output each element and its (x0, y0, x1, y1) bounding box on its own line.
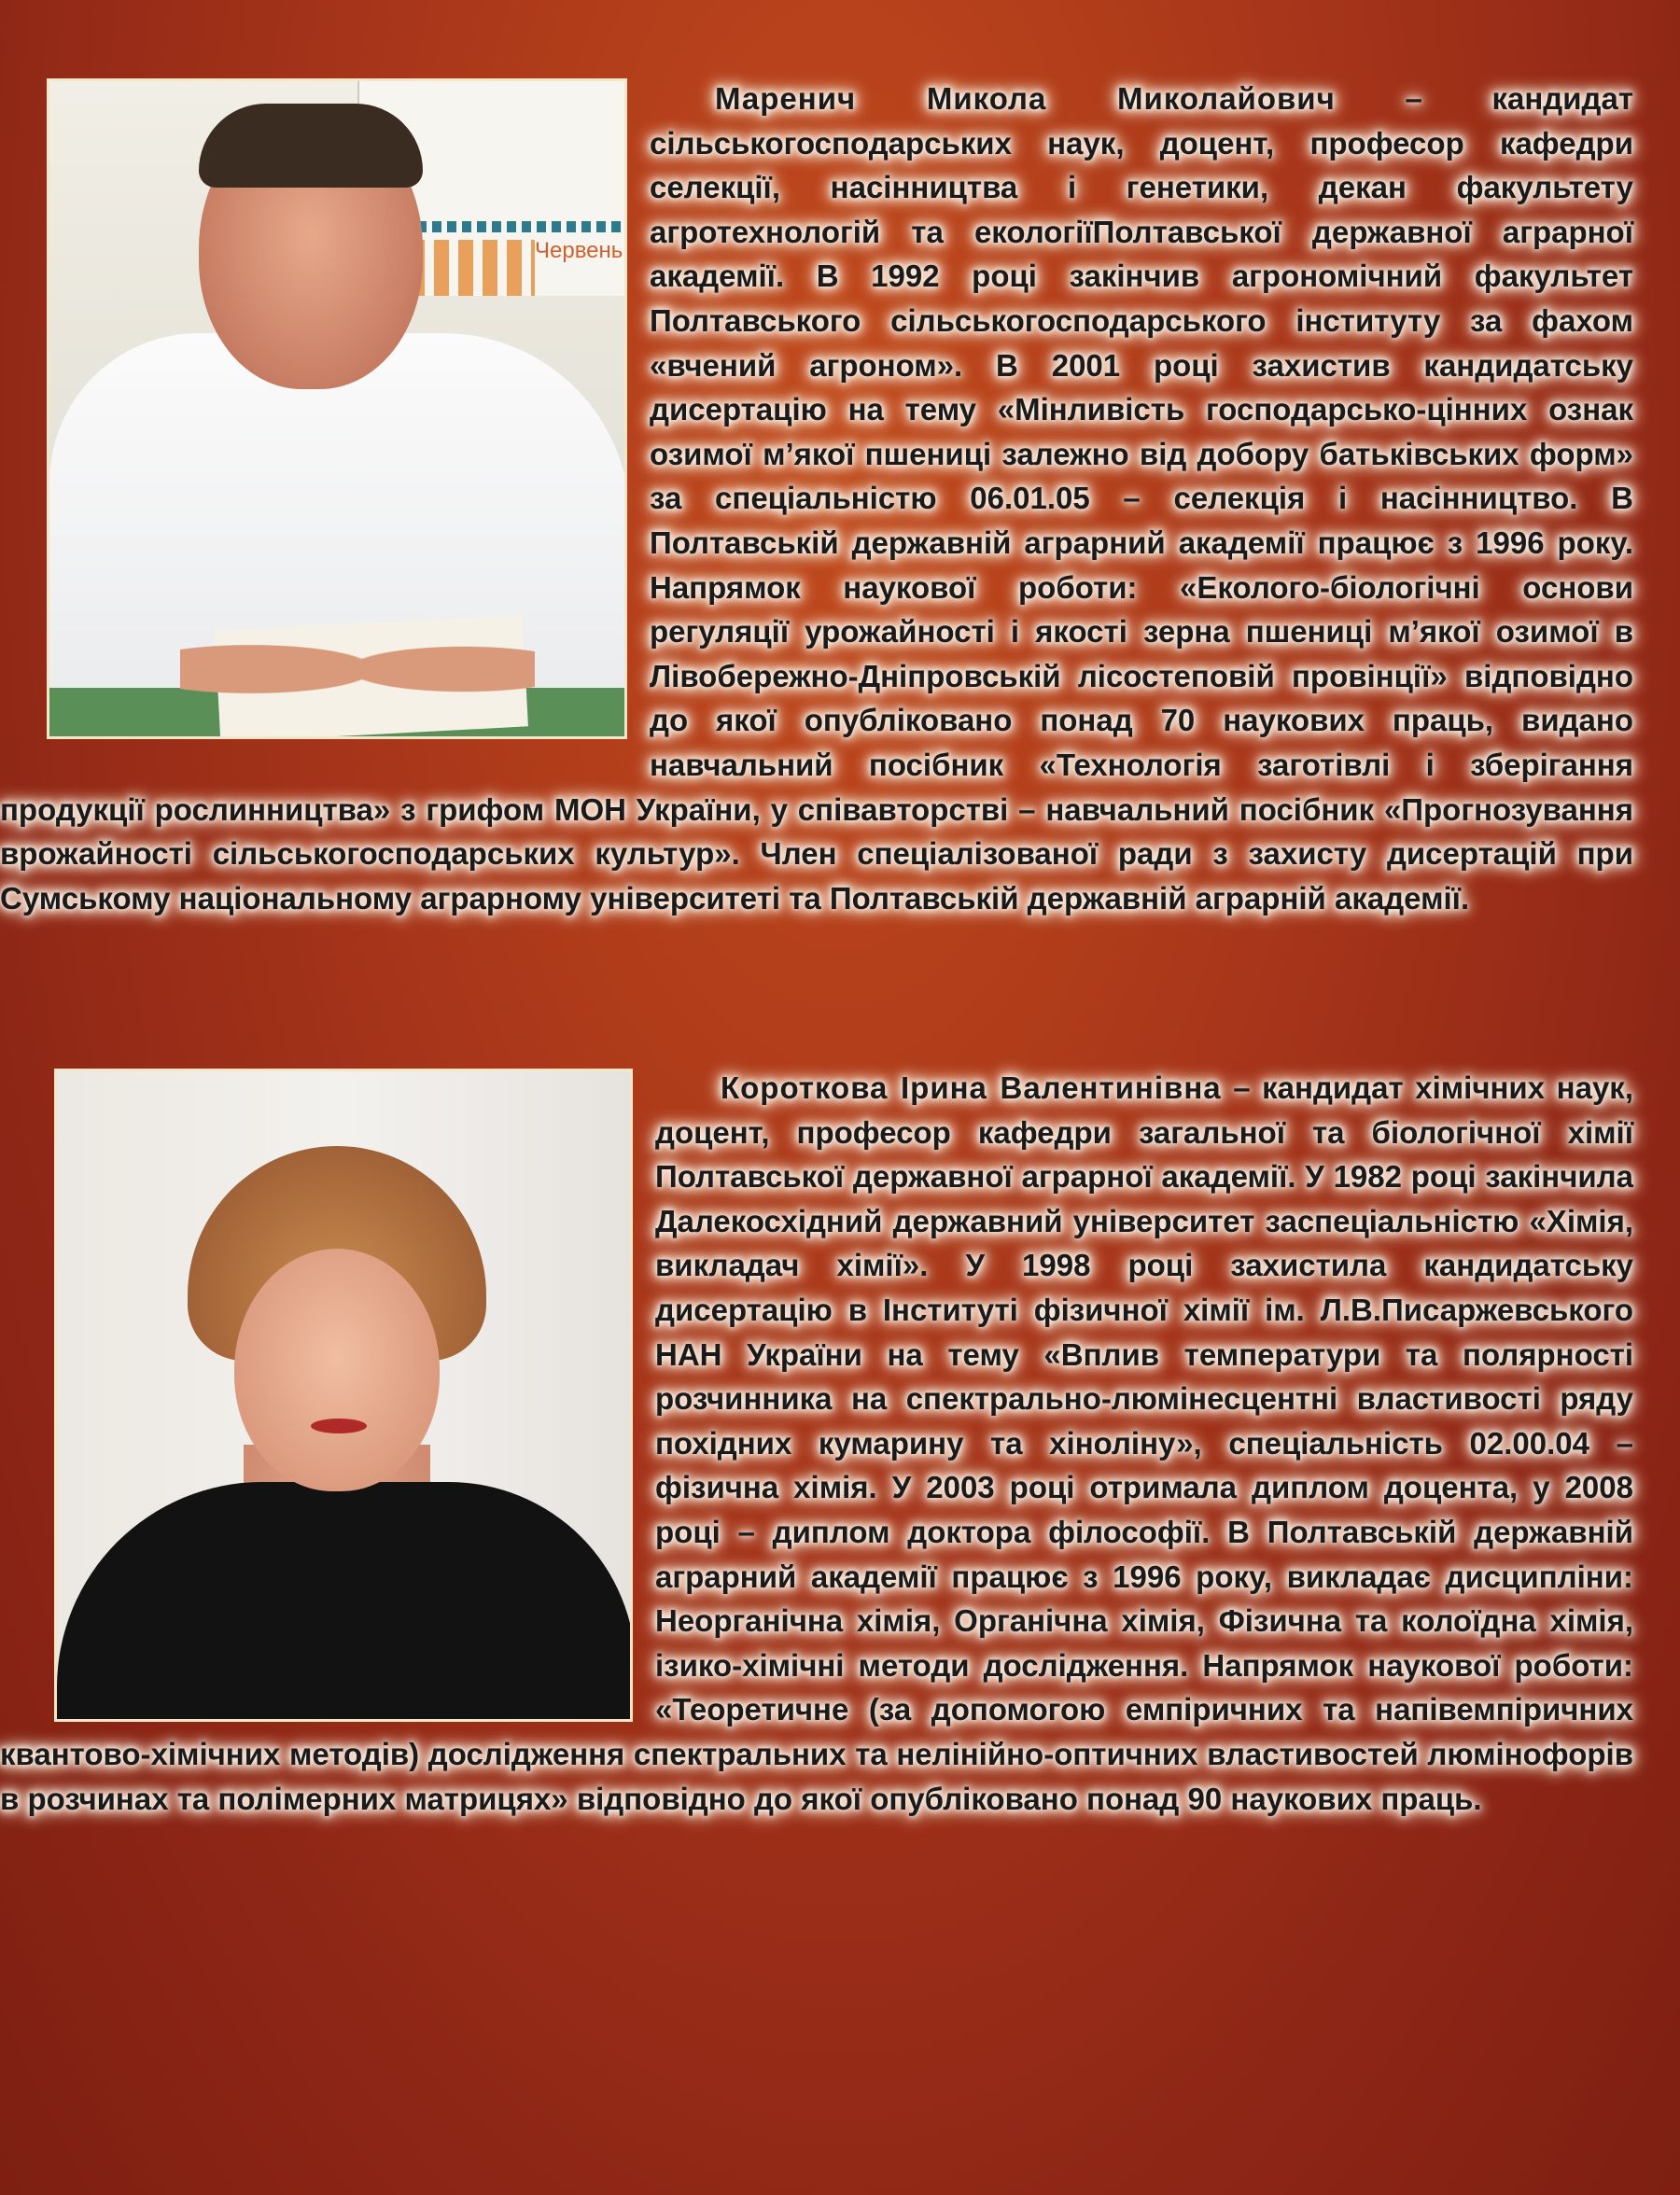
portrait-photo-korotkova (54, 1069, 633, 1722)
bio-name-korotkova: Короткова Ірина Валентинівна (721, 1070, 1222, 1105)
bio-body-korotkova: – кандидат хімічних наук, доцент, професор кафедри загальної та біологічної хімії Полтавської державної аграрної академії. У 1982 році закінчила Далекосхідний державний університет заспеціальністю «Хімія, викладач хімії». У 1998 році захистила кандидатську дисертацію в Інституті фізичної хімії ім. Л.В.Писаржевського НАН України на тему «Вплив температури та полярності розчинника на спектрально-люмінесцентні властивості ряду похідних кумарину та хіноліну», спеціальність 02.00.04 – фізична хімія. У 2003 році отримала диплом доцента, у 2008 році – диплом доктора філософії. В Полтавській державній аграрний академії працює з 1996 року, викладає дисципліни: Неорганічна хімія, Органічна хімія, Фізична та колоїдна хімія, ізико-хімічні методи дослідження. Напрямок наукової роботи: «Теоретичне (за допомогою емпіричних та напівемпіричних квантово-хімічних методів) дослідження спектральних та нелінійно-оптичних властивостей люмінофорів в розчинах та полімерних матрицях» відповідно до якої опубліковано понад 90 наукових праць. (0, 1070, 1633, 1816)
bio-body-marenych: – кандидат сільськогосподарських наук, доцент, професор кафедри селекції, насінництва і генетики, декан факультету агротехнологій та екологіїПолтавської державної аграрної академії. В 1992 році закінчив агрономічний факультет Полтавського сільськогосподарського інституту за фахом «вчений агроном». В 2001 році захистив кандидатську дисертацію на тему «Мінливість господарсько-цінних ознак озимої м’якої пшениці залежно від добору батьківських форм» за спеціальністю 06.01.05 – селекція і насінництво. В Полтавській державній аграрний академії працює з 1996 року. Напрямок наукової роботи: «Еколого-біологічні основи регуляції урожайності і якості зерна пшениці м’якої озимої в Лівобережно-Дніпровській лісостеповій провінції» відповідно до якої опубліковано понад 70 наукових праць, видано навчальний посібник «Технологія заготівлі і зберігання продукції рослинництва» з грифом МОН України, у співавторстві – навчальний посібник «Прогнозування врожайності сільськогосподарських культур». Член спеціалізованої ради з захисту дисертацій при Сумському національному аграрному університеті та Полтавській державній аграрній академії. (0, 81, 1634, 916)
bio-marenych (0, 75, 1680, 920)
bio-korotkova (0, 1064, 1680, 1821)
calendar-month-label: Червень (535, 238, 623, 263)
bio-name-marenych: Маренич Микола Миколайович (715, 81, 1336, 116)
portrait-photo-marenych (47, 78, 627, 739)
